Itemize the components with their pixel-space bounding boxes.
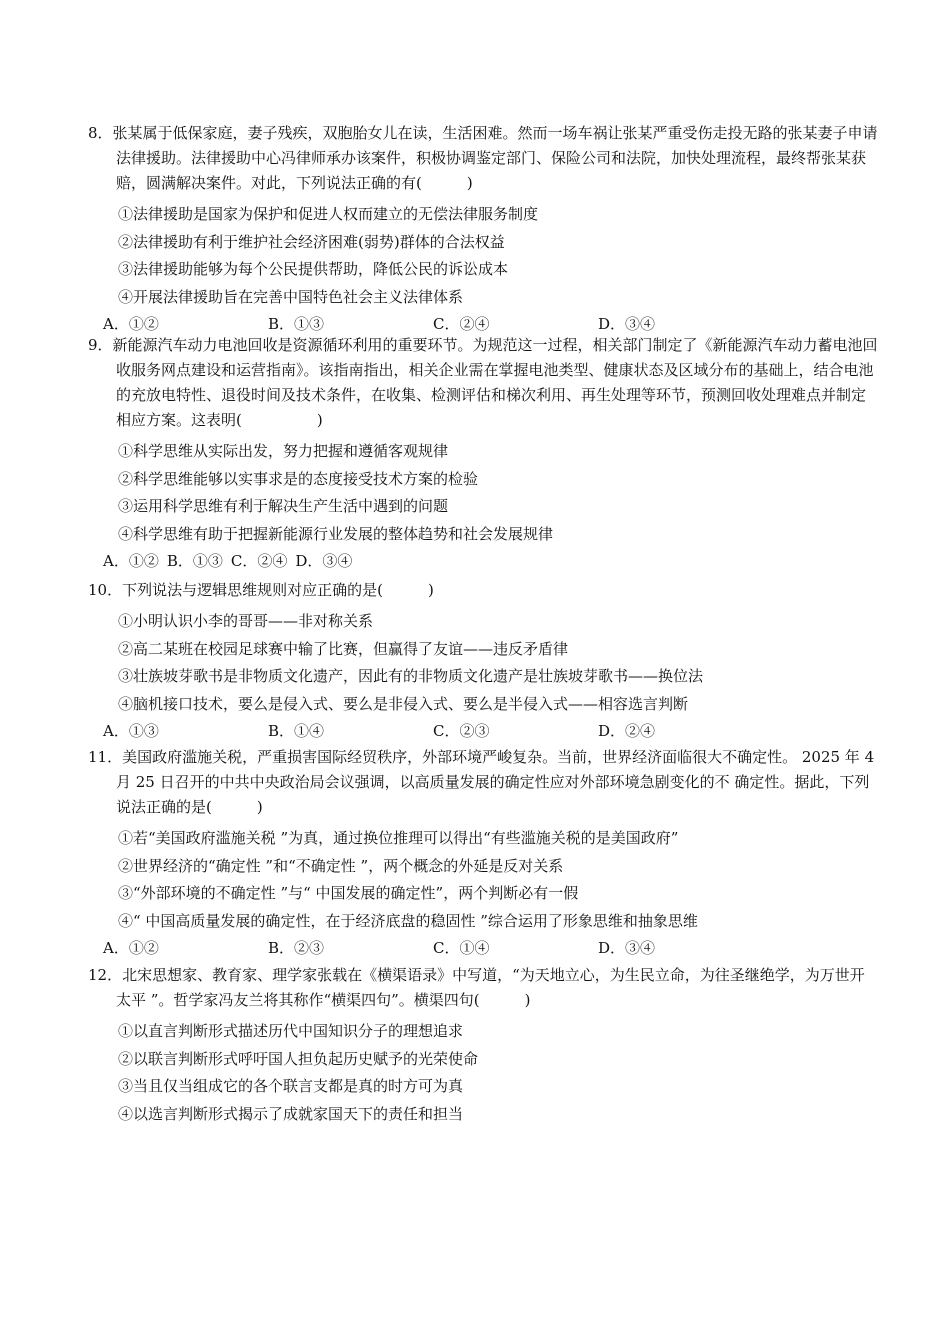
question-stem: 11．美国政府滥施关税，严重损害国际经贸秩序，外部环境严峻复杂。当前，世界经济面临很大不确定性。 2025 年 4 月 25 日召开的中共中央政治局会议强调，以高质量发展的确定性应对外部环境急剧变化的不 确定性。据此，下列说法正确的是( ): [88, 748, 875, 816]
question-8: [88, 121, 878, 338]
option-item: ④脑机接口技术，要么是侵入式、要么是非侵入式、要么是半侵入式——相容选言判断: [118, 694, 689, 713]
option-item: ②法律援助有利于维护社会经济困难(弱势)群体的合法权益: [118, 232, 505, 251]
question-12: [88, 963, 878, 1128]
option-item: ③法律援助能够为每个公民提供帮助，降低公民的诉讼成本: [118, 260, 509, 278]
option-item: ②以联言判断形式呼吁国人担负起历史赋予的光荣使命: [118, 1049, 479, 1068]
option-item: ④科学思维有助于把握新能源行业发展的整体趋势和社会发展规律: [118, 524, 554, 543]
choice-c: C．②③: [433, 722, 490, 740]
option-item: ④开展法律援助旨在完善中国特色社会主义法律体系: [118, 287, 464, 306]
option-item: ④以选言判断形式揭示了成就家国天下的责任和担当: [118, 1104, 464, 1123]
option-list: [118, 1018, 878, 1128]
choice-a: A．①③: [103, 722, 159, 740]
choice-c: C．①④: [433, 939, 490, 957]
question-stem: 10．下列说法与逻辑思维规则对应正确的是( ): [88, 581, 434, 599]
option-item: ②高二某班在校园足球赛中输了比赛，但赢得了友谊——违反矛盾律: [118, 639, 569, 658]
option-list: [118, 825, 878, 935]
choice-d: D．②④: [598, 722, 656, 740]
option-item: ②世界经济的“确定性 ”和“不确定性 ”，两个概念的外延是反对关系: [118, 856, 564, 875]
option-item: ②科学思维能够以实事求是的态度接受技术方案的检验: [118, 469, 479, 488]
choice-c: C．②④: [230, 552, 288, 570]
choice-d: D．③④: [598, 939, 656, 957]
question-11: [88, 745, 878, 962]
option-item: ①法律援助是国家为保护和促进人权而建立的无偿法律服务制度: [118, 205, 539, 223]
choice-b: B．②③: [268, 939, 325, 957]
choice-c: C．②④: [433, 315, 490, 333]
choice-a: A．①②: [103, 552, 159, 570]
question-stem: 12．北宋思想家、教育家、理学家张载在《横渠语录》中写道，“为天地立心，为生民立命，为往圣继绝学，为万世开太平 ”。哲学家冯友兰将其称作“横渠四句”。横渠四句( ): [88, 966, 865, 1009]
choice-d: D．③④: [598, 315, 656, 333]
answer-choices: [103, 548, 878, 575]
choice-b: B．①④: [268, 722, 325, 740]
option-item: ①若“美国政府滥施关税 ”为真，通过换位推理可以得出“有些滥施关税的是美国政府”: [118, 829, 679, 847]
question-10: [88, 578, 878, 745]
option-item: ③壮族坡芽歌书是非物质文化遗产，因此有的非物质文化遗产是壮族坡芽歌书——换位法: [118, 667, 704, 685]
option-list: [118, 608, 878, 718]
question-stem: 8．张某属于低保家庭，妻子残疾，双胞胎女儿在读，生活困难。然而一场车祸让张某严重受伤走投无路的张某妻子申请法律援助。法律援助中心冯律师承办该案件，积极协调鉴定部门、保险公司和法院，加快处理流程，最终帮张某获赔，圆满解决案件。对此，下列说法正确的有( ): [88, 124, 878, 192]
choice-a: A．①②: [103, 939, 159, 957]
option-item: ①小明认识小李的哥哥——非对称关系: [118, 612, 374, 630]
option-item: ①科学思维从实际出发，努力把握和遵循客观规律: [118, 442, 449, 460]
question-stem: 9．新能源汽车动力电池回收是资源循环利用的重要环节。为规范这一过程，相关部门制定了《新能源汽车动力蓄电池回收服务网点建设和运营指南》。该指南指出，相关企业需在掌握电池类型、健康状态及区域分布的基础上，结合电池的充放电特性、退役时间及技术条件，在收集、检测评估和梯次利用、再生处理等环节，预测回收处理难点并制定相应方案。这表明( ): [88, 336, 878, 429]
answer-choices: [103, 718, 878, 745]
choice-a: A．①②: [103, 315, 159, 333]
option-item: ③“外部环境的不确定性 ”与“ 中国发展的确定性”，两个判断必有一假: [118, 884, 579, 902]
option-list: [118, 201, 878, 311]
choice-d: D．③④: [295, 552, 353, 570]
option-item: ③运用科学思维有利于解决生产生活中遇到的问题: [118, 497, 449, 515]
option-item: ③当且仅当组成它的各个联言支都是真的时方可为真: [118, 1077, 464, 1095]
option-item: ④“ 中国高质量发展的确定性，在于经济底盘的稳固性 ”综合运用了形象思维和抽象思维: [118, 911, 698, 930]
answer-choices: [103, 935, 878, 962]
choice-b: B．①③: [166, 552, 223, 570]
choice-b: B．①③: [268, 315, 325, 333]
option-item: ①以直言判断形式描述历代中国知识分子的理想追求: [118, 1022, 464, 1040]
option-list: [118, 438, 878, 548]
question-9: [88, 333, 878, 575]
